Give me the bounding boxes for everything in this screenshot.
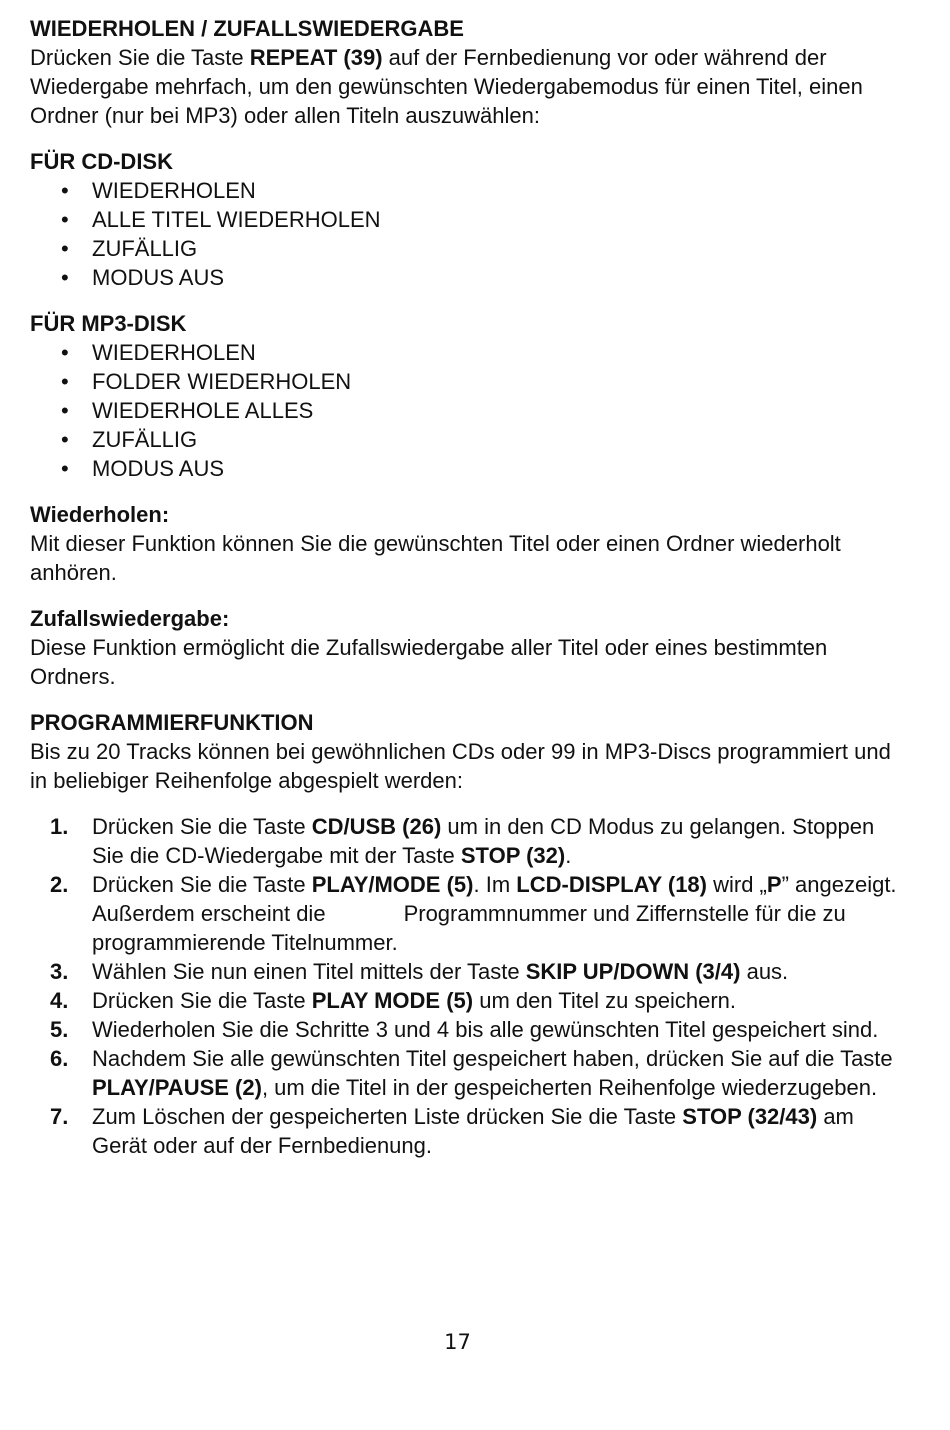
text-run: . Im [473, 872, 517, 897]
bullet-icon: • [61, 178, 69, 203]
text-run: aus. [740, 959, 789, 984]
bullet-icon: • [61, 207, 69, 232]
manual-page [30, 14, 910, 1160]
list-item-label: MODUS AUS [92, 265, 225, 290]
program-step [30, 957, 910, 986]
cd-disk-section [30, 147, 910, 292]
bold-key-label: CD/USB (26) [311, 814, 442, 839]
bold-key-label: REPEAT (39) [249, 45, 383, 70]
program-step [30, 870, 910, 957]
list-item [30, 338, 910, 367]
text-run: , um die Titel in der gespeicherten Reihenfolge wiederzugeben. [261, 1075, 878, 1100]
random-description-title: Zufallswiedergabe: [30, 606, 230, 631]
text-run: wird „ [707, 872, 767, 897]
program-section [30, 708, 910, 1160]
text-run: Drücken Sie die Taste [92, 988, 312, 1013]
random-description [30, 604, 910, 691]
text-run: Nachdem Sie alle gewünschten Titel gespeichert haben, drücken Sie auf die Taste [92, 1046, 893, 1071]
bold-key-label: STOP (32/43) [682, 1104, 818, 1129]
repeat-description-title: Wiederholen: [30, 502, 170, 527]
random-description-text: Diese Funktion ermöglicht die Zufallswiedergabe aller Titel oder eines bestimmten Ordners. [30, 635, 828, 689]
text-run: ” angezeigt. Außerdem erscheint die [92, 872, 897, 926]
list-item-label: ZUFÄLLIG [92, 236, 198, 261]
bullet-icon: • [61, 456, 69, 481]
text-run: Wählen Sie nun einen Titel mittels der Taste [92, 959, 526, 984]
mp3-disk-list [30, 338, 910, 483]
bold-key-label: STOP (32) [460, 843, 566, 868]
bullet-icon: • [61, 398, 69, 423]
list-item-label: WIEDERHOLE ALLES [92, 398, 314, 423]
repeat-section-title: WIEDERHOLEN / ZUFALLSWIEDERGABE [30, 16, 464, 41]
repeat-description-text: Mit dieser Funktion können Sie die gewünschten Titel oder einen Ordner wiederholt anhören. [30, 531, 841, 585]
step-number: 5. [50, 1017, 69, 1042]
text-run: Wiederholen Sie die Schritte 3 und 4 bis alle gewünschten Titel gespeichert sind. [92, 1017, 879, 1042]
bullet-icon: • [61, 236, 69, 261]
bullet-icon: • [61, 265, 69, 290]
bold-key-label: SKIP UP/DOWN (3/4) [525, 959, 741, 984]
text-run: Drücken Sie die Taste [92, 872, 312, 897]
bold-key-label: LCD-DISPLAY (18) [516, 872, 707, 897]
program-step [30, 812, 910, 870]
text-run: Drücken Sie die Taste [92, 814, 312, 839]
text-run: am Gerät oder auf der Fernbedienung. [92, 1104, 854, 1158]
text-run: Drücken Sie die Taste [30, 45, 250, 70]
step-number: 7. [50, 1104, 69, 1129]
program-step [30, 1102, 910, 1160]
mp3-disk-title: FÜR MP3-DISK [30, 311, 187, 336]
list-item-label: WIEDERHOLEN [92, 178, 256, 203]
bullet-icon: • [61, 427, 69, 452]
cd-disk-title: FÜR CD-DISK [30, 149, 173, 174]
program-step [30, 1044, 910, 1102]
text-run: . [565, 843, 572, 868]
list-item-label: MODUS AUS [92, 456, 225, 481]
list-item [30, 396, 910, 425]
mp3-disk-section [30, 309, 910, 483]
list-item [30, 367, 910, 396]
bold-key-label: PLAY/PAUSE (2) [92, 1075, 262, 1100]
step-number: 4. [50, 988, 69, 1013]
program-intro: Bis zu 20 Tracks können bei gewöhnlichen CDs oder 99 in MP3-Discs programmiert und in beliebiger Reihenfolge abgespielt werden: [30, 739, 891, 793]
program-step [30, 986, 910, 1015]
list-item [30, 234, 910, 263]
bold-key-label: PLAY MODE (5) [311, 988, 474, 1013]
step-number: 2. [50, 872, 69, 897]
bullet-icon: • [61, 369, 69, 394]
program-steps [30, 812, 910, 1160]
bullet-icon: • [61, 340, 69, 365]
list-item-label: WIEDERHOLEN [92, 340, 256, 365]
cd-disk-list [30, 176, 910, 292]
text-run: um den Titel zu speichern. [473, 988, 737, 1013]
list-item [30, 454, 910, 483]
program-title: PROGRAMMIERFUNKTION [30, 710, 314, 735]
list-item [30, 425, 910, 454]
list-item [30, 205, 910, 234]
bold-key-label: P [766, 872, 782, 897]
program-step [30, 1015, 910, 1044]
text-run: Zum Löschen der gespeicherten Liste drücken Sie die Taste [92, 1104, 683, 1129]
text-run: Programmnummer und Ziffernstelle für die zu programmierende Titelnummer. [92, 901, 846, 955]
list-item [30, 263, 910, 292]
step-number: 3. [50, 959, 69, 984]
step-number: 1. [50, 814, 69, 839]
step-number: 6. [50, 1046, 69, 1071]
text-run: um in den CD Modus zu gelangen. Stoppen Sie die CD-Wiedergabe mit der Taste [92, 814, 875, 868]
repeat-description [30, 500, 910, 587]
text-run: auf der Fernbedienung vor oder während der Wiedergabe mehrfach, um den gewünschten Wiedergabemodus für einen Titel, einen Ordner (nur bei MP3) oder allen Titeln auszuwählen: [30, 45, 863, 128]
list-item-label: ALLE TITEL WIEDERHOLEN [92, 207, 381, 232]
list-item-label: ZUFÄLLIG [92, 427, 198, 452]
page-number: 17 [444, 1330, 471, 1354]
bold-key-label: PLAY/MODE (5) [311, 872, 474, 897]
list-item-label: FOLDER WIEDERHOLEN [92, 369, 352, 394]
list-item [30, 176, 910, 205]
repeat-section-intro [30, 43, 910, 130]
repeat-section [30, 14, 910, 130]
